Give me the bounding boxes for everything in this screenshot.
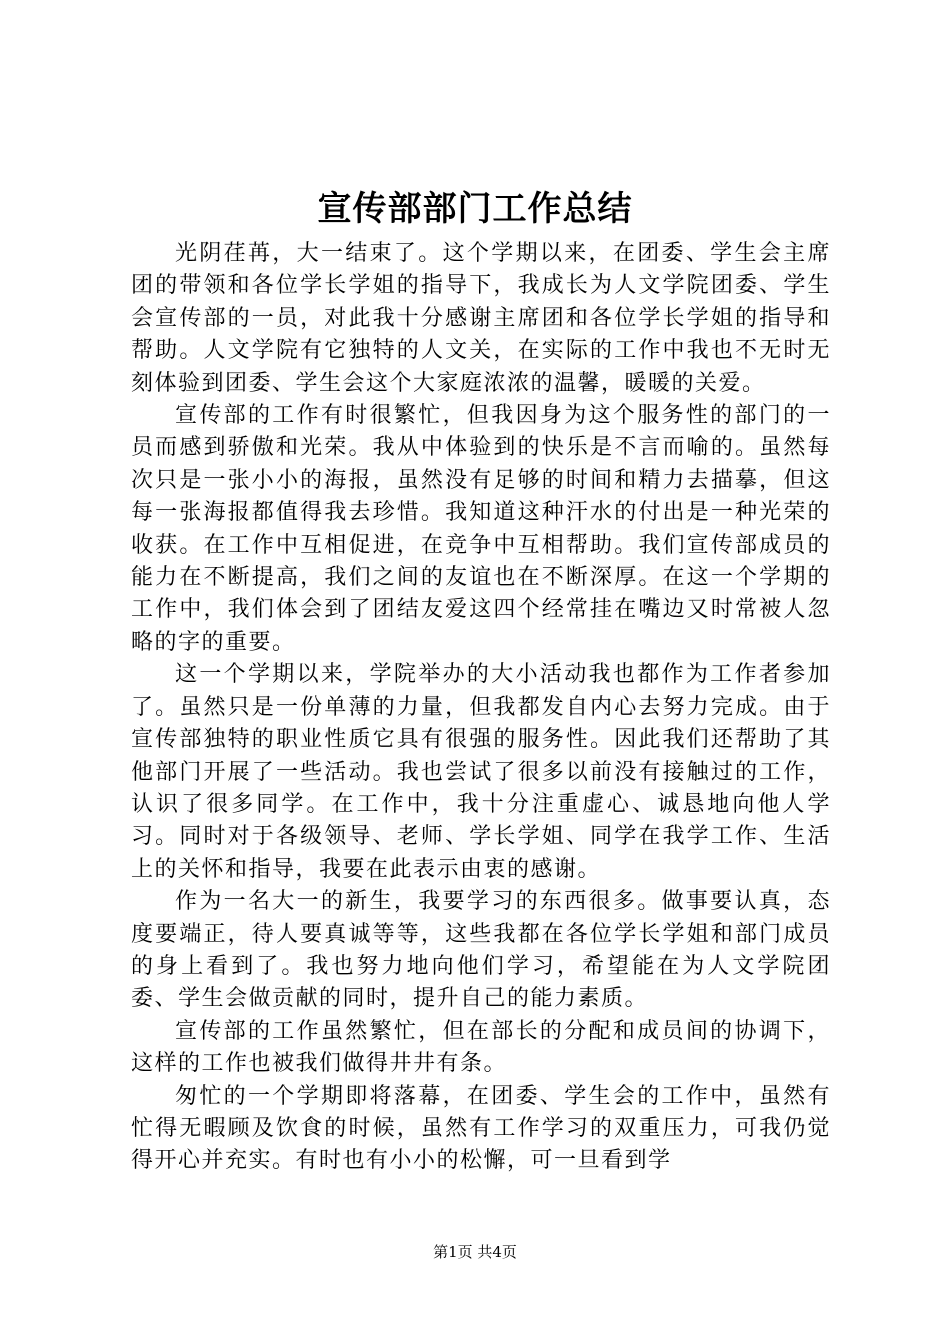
page-number-footer: 第1页 共4页 [433, 1243, 517, 1261]
paragraph-1: 光阴荏苒，大一结束了。这个学期以来，在团委、学生会主席团的带领和各位学长学姐的指导下，我成长为人文学院团委、学生会宣传部的一员，对此我十分感谢主席团和各位学长学姐的指导和帮助。人文学院有它独特的人文关，在实际的工作中我也不无时无刻体验到团委、学生会这个大家庭浓浓的温馨，暖暖的关爱。 [131, 241, 831, 396]
paragraph-4: 作为一名大一的新生，我要学习的东西很多。做事要认真，态度要端正，待人要真诚等等，这些我都在各位学长学姐和部门成员的身上看到了。我也努力地向他们学习，希望能在为人文学院团委、学生会做贡献的同时，提升自己的能力素质。 [131, 889, 831, 1012]
document-title: 宣传部部门工作总结 [317, 189, 633, 229]
paragraph-5: 宣传部的工作虽然繁忙，但在部长的分配和成员间的协调下，这样的工作也被我们做得井井有条。 [131, 1018, 831, 1077]
paragraph-6: 匆忙的一个学期即将落幕，在团委、学生会的工作中，虽然有忙得无暇顾及饮食的时候，虽然有工作学习的双重压力，可我仍觉得开心并充实。有时也有小小的松懈，可一旦看到学 [131, 1083, 831, 1174]
document-body [131, 238, 831, 1178]
paragraph-2: 宣传部的工作有时很繁忙，但我因身为这个服务性的部门的一员而感到骄傲和光荣。我从中体验到的快乐是不言而喻的。虽然每次只是一张小小的海报，虽然没有足够的时间和精力去描摹，但这每一张海报都值得我去珍惜。我知道这种汗水的付出是一种光荣的收获。在工作中互相促进，在竞争中互相帮助。我们宣传部成员的能力在不断提高，我们之间的友谊也在不断深厚。在这一个学期的工作中，我们体会到了团结友爱这四个经常挂在嘴边又时常被人忽略的字的重要。 [131, 403, 831, 655]
paragraph-3: 这一个学期以来，学院举办的大小活动我也都作为工作者参加了。虽然只是一份单薄的力量，但我都发自内心去努力完成。由于宣传部独特的职业性质它具有很强的服务性。因此我们还帮助了其他部门开展了一些活动。我也尝试了很多以前没有接触过的工作，认识了很多同学。在工作中，我十分注重虚心、诚恳地向他人学习。同时对于各级领导、老师、学长学姐、同学在我学工作、生活上的关怀和指导，我要在此表示由衷的感谢。 [131, 662, 831, 882]
